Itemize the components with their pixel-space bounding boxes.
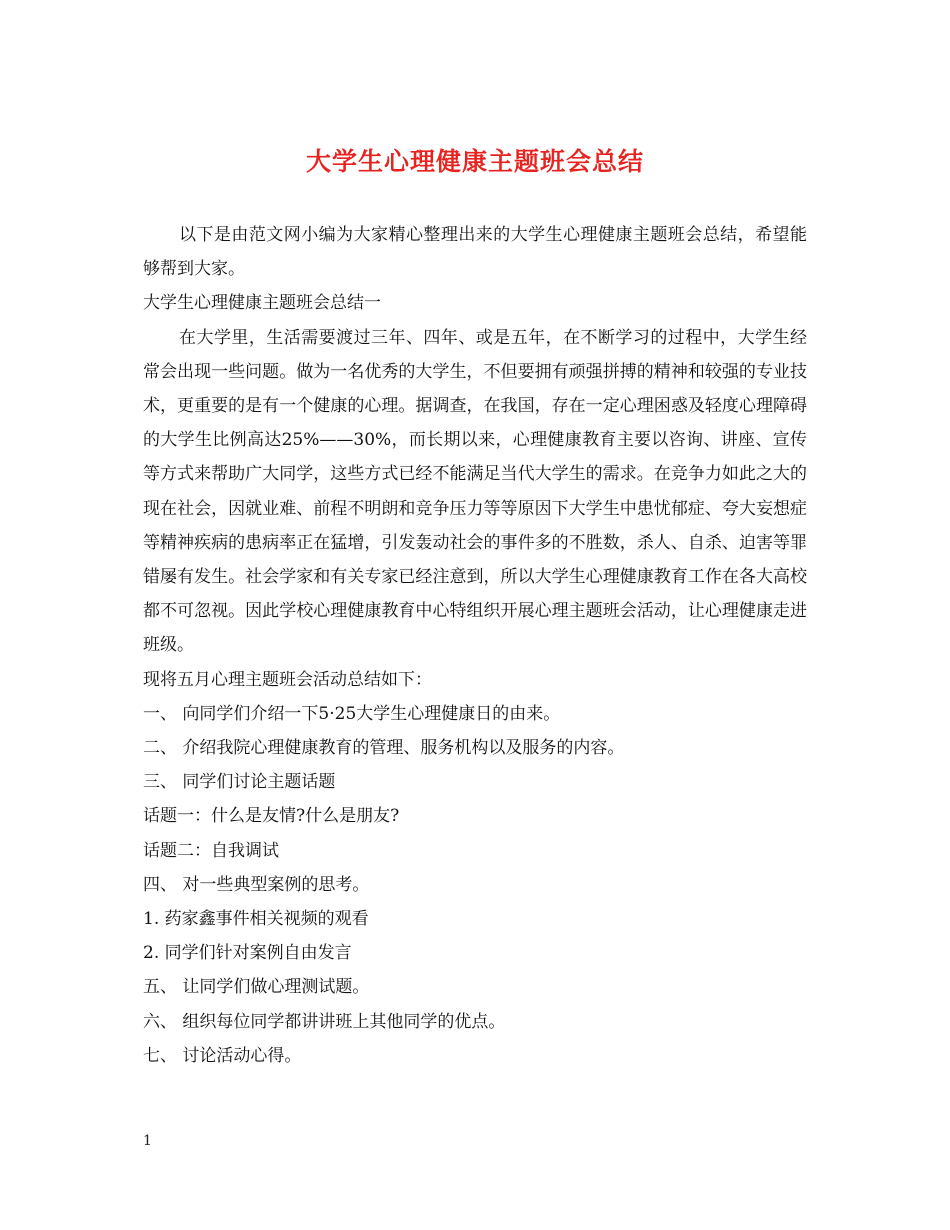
document-body: [143, 218, 807, 1073]
document-title: 大学生心理健康主题班会总结: [305, 147, 644, 176]
list-item: 2. 同学们针对案例自由发言: [143, 943, 352, 964]
list-item: 一、 向同学们介绍一下5·25大学生心理健康日的由来。: [143, 703, 561, 724]
list-item: 二、 介绍我院心理健康教育的管理、服务机构以及服务的内容。: [143, 738, 625, 759]
list-item: 六、 组织每位同学都讲讲班上其他同学的优点。: [143, 1011, 506, 1032]
intro-paragraph: 以下是由范文网小编为大家精心整理出来的大学生心理健康主题班会总结，希望能够帮到大家。: [143, 225, 807, 280]
summary-intro: 现将五月心理主题班会活动总结如下：: [143, 669, 432, 690]
section-heading: 大学生心理健康主题班会总结一: [143, 293, 381, 314]
list-item: 五、 让同学们做心理测试题。: [143, 977, 370, 998]
list-item: 话题一：什么是友情?什么是朋友?: [143, 806, 400, 827]
list-item: 七、 讨论活动心得。: [143, 1045, 302, 1066]
list-item: 话题二：自我调试: [143, 840, 279, 861]
main-paragraph: 在大学里，生活需要渡过三年、四年、或是五年，在不断学习的过程中，大学生经常会出现一些问题。做为一名优秀的大学生，不但要拥有顽强拼搏的精神和较强的专业技术，更重要的是有一个健康的心理。据调查，在我国，存在一定心理困惑及轻度心理障碍的大学生比例高达25%——30%，而长期以来，心理健康教育主要以咨询、讲座、宣传等方式来帮助广大同学，这些方式已经不能满足当代大学生的需求。在竞争力如此之大的现在社会，因就业难、前程不明朗和竞争压力等等原因下大学生中患忧郁症、夸大妄想症等精神疾病的患病率正在猛增，引发轰动社会的事件多的不胜数，杀人、自杀、迫害等罪错屡有发生。社会学家和有关专家已经注意到，所以大学生心理健康教育工作在各大高校都不可忽视。因此学校心理健康教育中心特组织开展心理主题班会活动，让心理健康走进班级。: [143, 327, 807, 656]
list-item: 1. 药家鑫事件相关视频的观看: [143, 909, 369, 930]
list-item: 三、 同学们讨论主题话题: [143, 772, 336, 793]
list-item: 四、 对一些典型案例的思考。: [143, 874, 370, 895]
page-number: 1: [143, 1133, 152, 1149]
